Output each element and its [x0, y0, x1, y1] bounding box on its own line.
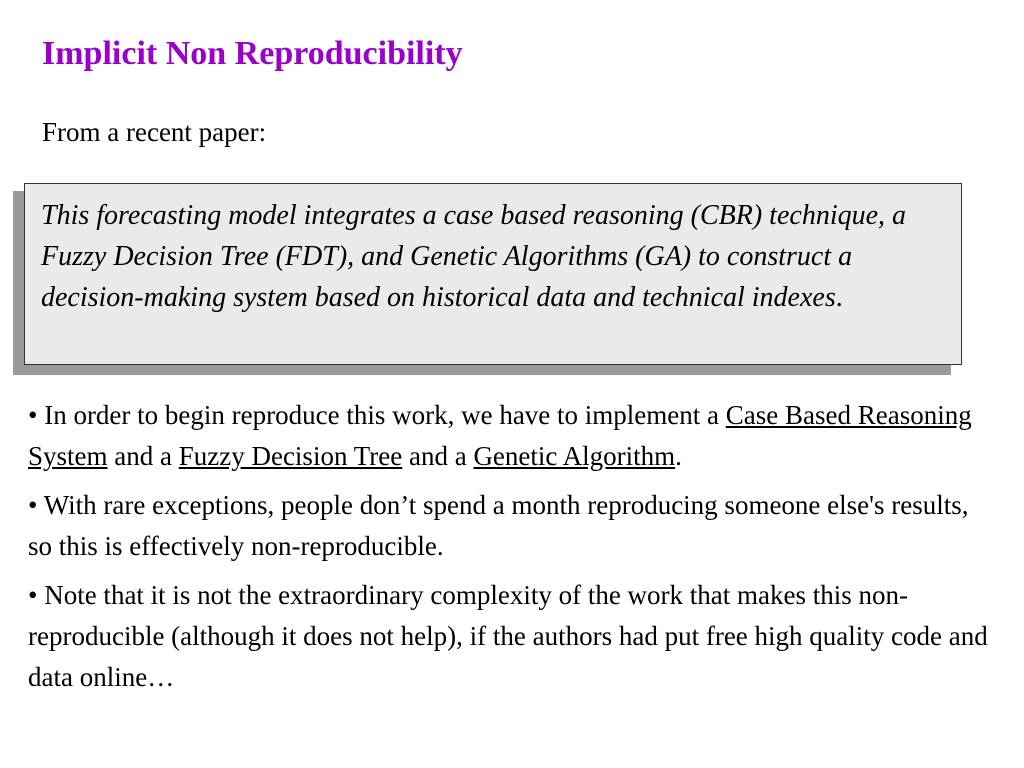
- quote-end-punct: .: [835, 282, 843, 313]
- intro-text: From a recent paper:: [42, 117, 267, 147]
- bullet-marker: •: [28, 490, 38, 520]
- quote-text: This forecasting model integrates a case based reasoning (CBR) technique, a Fuzzy Decision Tree (FDT), and Genetic Algorithms (GA) to construct a decision-making system based on historical data and technical indexes: [41, 200, 907, 313]
- bullet-marker: •: [28, 400, 38, 430]
- bullet-item: [28, 485, 998, 567]
- bullet-item: [28, 395, 998, 477]
- slide-title: Implicit Non Reproducibility: [42, 35, 463, 72]
- bullet-text: and a: [402, 441, 474, 471]
- bullet-text: Note that it is not the extraordinary complexity of the work that makes this non-reproducible (although it does not help), if the authors had put free high quality code and data online…: [28, 580, 988, 692]
- bullet-text: In order to begin reproduce this work, we have to implement a: [37, 400, 726, 430]
- case-based-reasoning-link[interactable]: Case Based Reasoning System: [28, 400, 972, 471]
- bullet-text: .: [675, 441, 682, 471]
- fuzzy-decision-tree-link[interactable]: Fuzzy Decision Tree: [178, 441, 403, 471]
- bullet-list: [28, 395, 998, 706]
- bullet-text: With rare exceptions, people don’t spend a month reproducing someone else's results, so this is effectively non-reproducible.: [28, 490, 969, 561]
- genetic-algorithm-link[interactable]: Genetic Algorithm: [473, 441, 676, 471]
- quote-box: [24, 183, 962, 365]
- bullet-marker: •: [28, 580, 38, 610]
- bullet-text: and a: [107, 441, 179, 471]
- bullet-item: [28, 575, 998, 698]
